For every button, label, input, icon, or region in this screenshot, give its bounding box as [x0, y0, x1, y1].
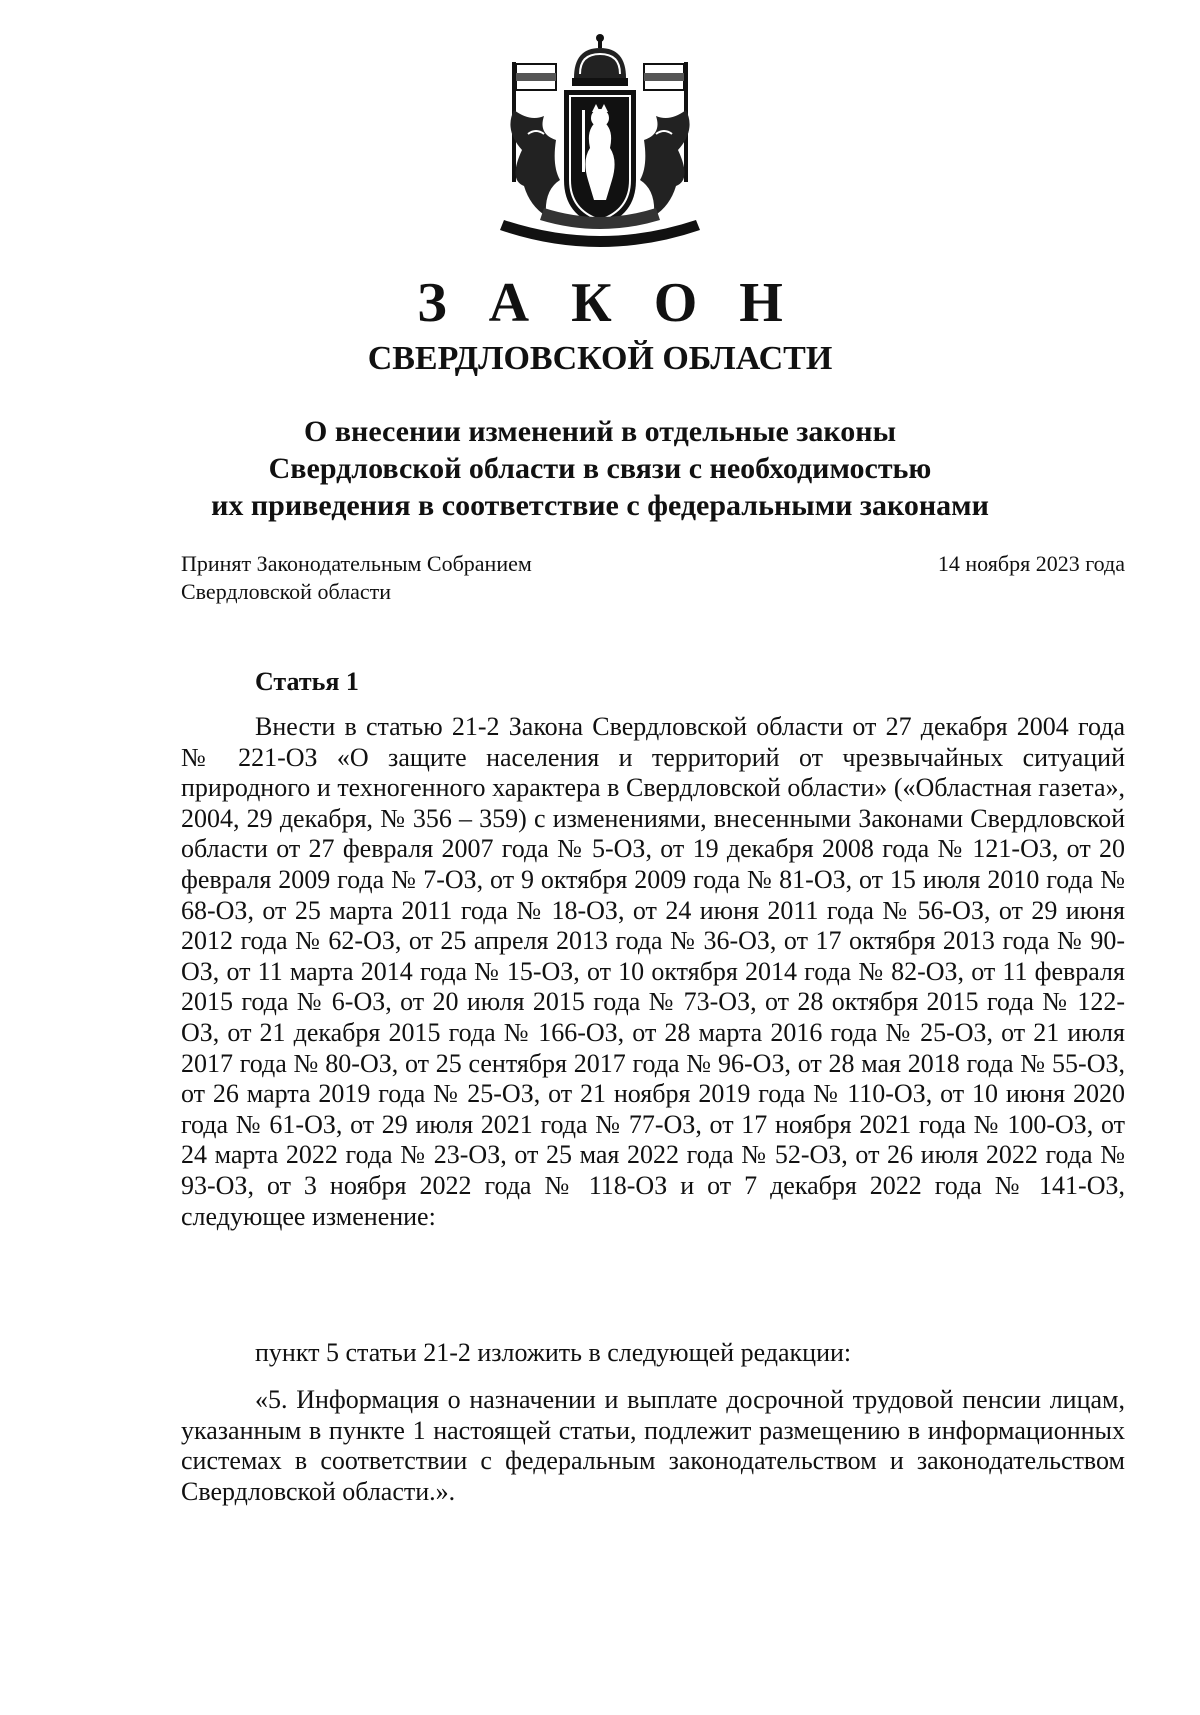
law-region-subtitle: СВЕРДЛОВСКОЙ ОБЛАСТИ: [367, 340, 833, 377]
subject-line: их приведения в соответствие с федеральными законами: [211, 489, 989, 522]
article-paragraph: «5. Информация о назначении и выплате досрочной трудовой пенсии лицам, указанным в пункте 1 настоящей статьи, подлежит размещению в информационных системах в соответствии с федеральным законодательством и законодательством Свердловской области.».: [181, 1385, 1125, 1506]
subject-line: Свердловской области в связи с необходимостью: [268, 452, 932, 485]
article-paragraph: Внести в статью 21-2 Закона Свердловской области от 27 декабря 2004 года № 221-ОЗ «О защите населения и территорий от чрезвычайных ситуаций природного и техногенного характера в Свердловской области» («Областная газета», 2004, 29 декабря, № 356 – 359) с изменениями, внесенными Законами Свердловской области от 27 февраля 2007 года № 5-ОЗ, от 19 декабря 2008 года № 121-ОЗ, от 20 февраля 2009 года № 7-ОЗ, от 9 октября 2009 года № 81-ОЗ, от 15 июля 2010 года № 68-ОЗ, от 25 марта 2011 года № 18-ОЗ, от 24 июня 2011 года № 56-ОЗ, от 29 июня 2012 года № 62-ОЗ, от 25 апреля 2013 года № 36-ОЗ, от 17 октября 2013 года № 90-ОЗ, от 11 марта 2014 года № 15-ОЗ, от 10 октября 2014 года № 82-ОЗ, от 11 февраля 2015 года № 6-ОЗ, от 20 июля 2015 года № 73-ОЗ, от 28 октября 2015 года № 122-ОЗ, от 21 декабря 2015 года № 166-ОЗ, от 28 марта 2016 года № 25-ОЗ, от 21 июля 2017 года № 80-ОЗ, от 25 сентября 2017 года № 96-ОЗ, от 28 мая 2018 года № 55-ОЗ, от 26 марта 2019 года № 25-ОЗ, от 21 ноября 2019 года № 110-ОЗ, от 10 июня 2020 года № 61-ОЗ, от 29 июля 2021 года № 77-ОЗ, от 17 ноября 2021 года № 100-ОЗ, от 24 марта 2022 года № 23-ОЗ, от 25 мая 2022 года № 52-ОЗ, от 26 июля 2022 года № 93-ОЗ, от 3 ноября 2022 года № 118-ОЗ и от 7 декабря 2022 года № 141-ОЗ, следующее изменение:: [181, 712, 1125, 1231]
adopted-by-line: Свердловской области: [181, 579, 391, 604]
adopted-by: [181, 550, 532, 606]
article-heading: Статья 1: [255, 667, 359, 696]
law-title: З А К О Н: [417, 272, 797, 334]
subject-line: О внесении изменений в отдельные законы: [304, 415, 896, 448]
law-subject-heading: [0, 413, 1200, 524]
sverdlovsk-coat-of-arms-icon: [474, 30, 726, 252]
article-paragraph: пункт 5 статьи 21-2 изложить в следующей редакции:: [255, 1338, 852, 1367]
adoption-date: 14 ноября 2023 года: [937, 551, 1125, 576]
adopted-by-line: Принят Законодательным Собранием: [181, 551, 532, 576]
